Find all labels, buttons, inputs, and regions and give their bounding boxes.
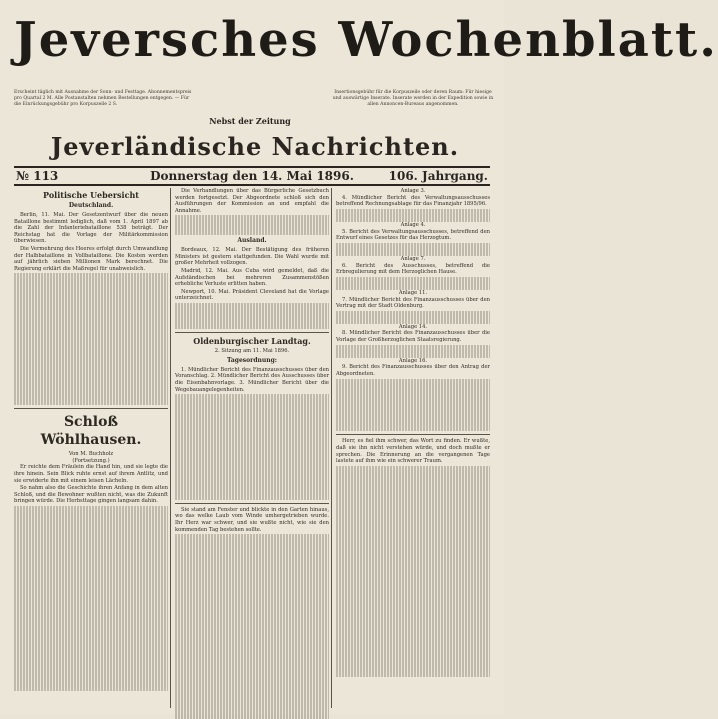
feuilleton-author: Von M. Buchholz [68, 451, 114, 458]
supplement-title: Jeverländische Nachrichten. [50, 132, 460, 161]
annex-heading: Anlage 7. [400, 255, 426, 262]
ear-left-notice: Erscheint täglich mit Ausnahme der Sonn- und Festtage. Abonnementspreis pro Quartal 2 M. Alle Postanstalten nehmen Bestellungen entgegen. — Für die Einrückungsgebühr pro Korpuszeile 2 S. [14, 90, 192, 107]
annex-text: 5. Bericht des Verwaltungsausschusses, betreffend den Entwurf eines Gesetzes für das Herzogtum. [336, 228, 490, 242]
article-paragraph: Bordeaux, 12. Mai. Der Bestätigung des früheren Ministers ist gestern stattgefunden. Die Wahl wurde mit großer Mehrheit vollzogen. [175, 247, 329, 267]
column-3 [336, 188, 490, 677]
nebst-label: Nebst der Zeitung [209, 116, 291, 126]
article-paragraph: Madrid, 12. Mai. Aus Cuba wird gemeldet, daß die Aufständischen bei mehreren Zusammenstößen erhebliche Verluste erlitten haben. [175, 267, 329, 288]
annex-text: 8. Mündlicher Bericht des Finanzausschusses über die Vorlage der Großherzoglichen Staatsregierung. [336, 330, 490, 344]
story-paragraph: So nahm also die Geschichte ihren Anfang in dem alten Schloß, und die Bewohner wußten nicht, was die Zukunft bringen würde. Die Herbsttage gingen langsam dahin. [14, 485, 168, 505]
annex-text: 4. Mündlicher Bericht des Verwaltungsausschusses betreffend Rechnungsablage für das Finanzjahr 1895/96. [336, 194, 490, 208]
section-heading-landtag: Oldenburgischer Landtag. [193, 336, 311, 347]
column-1 [14, 188, 168, 691]
column-rule [331, 188, 332, 708]
feuilleton-title: Schloß Wöhlhausen. [40, 414, 142, 449]
annex-heading: Anlage 16. [398, 357, 428, 364]
article-paragraph: Newport, 10. Mai. Präsident Cleveland hat die Vorlage unterzeichnet. [175, 288, 329, 302]
section-heading-abroad: Ausland. [237, 237, 267, 245]
column-rule [170, 188, 171, 708]
masthead-title: Jeversches Wochenblatt. [14, 12, 718, 68]
issue-date: Donnerstag den 14. Mai 1896. [150, 169, 354, 183]
agenda-items: 1. Mündlicher Bericht des Finanzausschusses über den Voranschlag. 2. Mündlicher Bericht des Ausschusses über die Eisenbahnvorlage. 3. Mündlicher Bericht über die Wegebauangelegenheiten. [175, 366, 329, 393]
feuilleton-continuation: (Fortsetzung.) [72, 457, 110, 464]
article-paragraph: Die Vermehrung des Heeres erfolgt durch Umwandlung der Halbbataillone in Vollbataillone. Die Kosten werden auf jährlich sieben Millionen Mark berechnet. Die Regierung erklärt die Maßregel für unabweislich. [14, 245, 168, 272]
story-paragraph: Sie stand am Fenster und blickte in den Garten hinaus, wo das welke Laub vom Winde umhergetrieben wurde. Ihr Herz war schwer, und sie wußte nicht, wie sie den kommenden Tag bestehen sollte. [175, 506, 329, 533]
section-heading-politics: Politische Uebersicht [43, 190, 139, 200]
section-sub-germany: Deutschland. [68, 202, 114, 209]
article-paragraph: Die Verhandlungen über das Bürgerliche Gesetzbuch werden fortgesetzt. Der Abgeordnete schloß sich den Ausführungen der Kommission an und empfahl die Annahme. [175, 188, 329, 214]
landtag-session: 2. Sitzung am 11. Mai 1896. [214, 348, 290, 355]
story-paragraph: Er reichte dem Fräulein die Hand hin, und sie legte die ihre hinein. Sein Blick ruhte ernst auf ihrem Antlitz, und sie erwiderte ihn mit einem leisen Lächeln. [14, 464, 168, 484]
issue-number: № 113 [16, 169, 59, 183]
annex-heading: Anlage 14. [398, 323, 428, 330]
annex-text: 7. Mündlicher Bericht des Finanzausschusses über den Vertrag mit der Stadt Oldenburg. [336, 296, 490, 310]
annex-heading: Anlage 3. [400, 188, 426, 194]
ear-right-notice: Insertionsgebühr für die Korpuszeile oder deren Raum: Für hiesige und auswärtige Inserate. Inserate werden in der Expedition sowie in allen Annoncen-Bureaus angenommen. [332, 90, 494, 107]
annex-text: 6. Bericht des Ausschusses, betreffend die Erbregulierung mit dem Herzoglichen Hause. [336, 262, 490, 276]
story-paragraph: Herr, es fiel ihm schwer, das Wort zu finden. Er wußte, daß sie ihn nicht verstehen würde, und doch mußte er sprechen. Die Erinnerung an die vergangenen Tage lastete auf ihm wie ein schwerer Traum. [336, 438, 490, 465]
column-2 [175, 188, 329, 719]
article-paragraph: Berlin, 11. Mai. Der Gesetzentwurf über die neuen Bataillone bestimmt lediglich, daß vom 1. April 1897 ab die Zahl der Infanteriebataillone 538 beträgt. Der Reichstag hat die Vorlage der Militärkommission überwiesen. [14, 212, 168, 245]
volume-year: 106. Jahrgang. [388, 169, 488, 183]
annex-heading: Anlage 4. [400, 221, 426, 228]
landtag-agenda-label: Tagesordnung: [226, 356, 278, 364]
annex-heading: Anlage 11. [398, 289, 428, 296]
annex-text: 9. Bericht des Finanzausschusses über den Antrag der Abgeordneten. [336, 364, 490, 378]
dateline [14, 166, 490, 186]
